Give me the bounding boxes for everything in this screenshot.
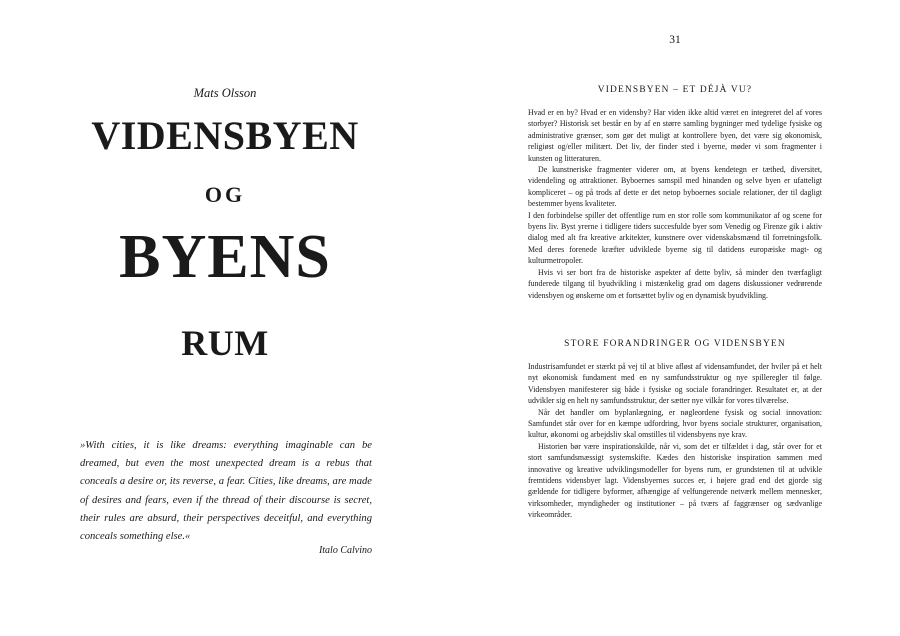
paragraph: Hvad er en by? Hvad er en vidensby? Har viden ikke altid været en integreret del af vores storbyer? Historisk set består en by af en større samling bygninger med tydelige fysiske og administrative grænser, som gør det muligt at kontrollere byen, det være sig økonomisk, religiøst og/eller militært. Det liv, der finder sted i byerne, møder vi som fragmenter i kunsten og litteraturen. [528, 108, 822, 163]
right-page [450, 0, 900, 636]
paragraph: Når det handler om byplanlægning, er nøgleordene fysisk og social innovation: Samfundet står over for en kæmpe udfordring, hvor byens sociale strukturer, organisation, kultur, økonomi og arbejdsliv skal omstilles til vidensbyens nye krav. [528, 407, 822, 440]
title-line-1: VIDENSBYEN [91, 113, 359, 158]
section-body-1 [528, 107, 822, 301]
epigraph-attribution: Italo Calvino [318, 545, 372, 556]
section-body-2 [528, 361, 822, 521]
author-name: Mats Olsson [193, 86, 257, 100]
title-line-2: OG [204, 182, 246, 207]
paragraph: I den forbindelse spiller det offentlige rum en stor rolle som kommunikator af og scene for byens liv. Byst yrerne i tidligere tiders succesfulde byer som Venedig og Firenze gik i aktiv dialog med alt fra kreative arkitekter, kunstnere over videnskabsmænd til forretningsfolk. Med deres forenede kræfter udviklede byerne sig til datidens europæiske magt- og kulturmetropoler. [528, 210, 822, 266]
paragraph: Industrisamfundet er stærkt på vej til at blive afløst af vidensamfundet, der hviler på et helt nyt økonomisk fundament med en ny samfundsstruktur og nye spilleregler til følge. Vidensbyen manifesterer sig både i fysiske og sociale forandringer. Resultatet er, at der udvikler sig en helt ny samfundsstruktur, der sætter nye vilkår for vores tilværelse. [528, 362, 822, 406]
paragraph: De kunstneriske fragmenter viderer om, at byens kendetegn er tæthed, diversitet, videndeling og attraktioner. Byboernes samspil med hinanden og selve byen er ufatteligt kompliceret – og på trods af dette er det netop byboernes sociale relationer, der til dagligt bestemmer byens kvaliteter. [528, 165, 822, 209]
paragraph: Hvis vi ser bort fra de historiske aspekter af dette byliv, så minder den tværfagligt funderede tilgang til byudvikling i mistænkelig grad om dagens diskussioner vedrørende vidensbyen og ønskerne om et fortsættet byliv og en dynamisk byudvikling. [528, 267, 822, 300]
paragraph: Historien bør være inspirationskilde, når vi, som det er tilfældet i dag, står over for et stort samfundsmæssigt systemskifte. Kædes den historiske inspiration sammen med innovative og kreative udviklingsmodeller for byens rum, er grundstenen til at udvikle fremtidens vidensbyer lagt. Vidensbyernes succes er, i højere grad end det gjorde sig gældende for tidligere byformer, afhængige af velfungerende netværk mellem mennesker, virksomheder, myndigheder og institutioner – på tværs af faggrænser og sædvanlige virkeområder. [528, 441, 822, 520]
title-line-4: RUM [181, 323, 269, 363]
section-heading-1: VIDENSBYEN – ET DÉJÀ VU? [597, 85, 753, 95]
section-heading-2: STORE FORANDRINGER OG VIDENSBYEN [564, 339, 786, 349]
page-number: 31 [669, 34, 681, 46]
title-line-3: BYENS [119, 223, 331, 291]
epigraph-quote: »With cities, it is like dreams: everything imaginable can be dreamed, but even the most unexpected dream is a rebus that conceals a desire or, its reverse, a fear. Cities, like dreams, are made of desires and fears, even if the thread of their discourse is secret, their rules are absurd, their perspectives deceitful, and everything conceals something else.« [80, 440, 372, 543]
